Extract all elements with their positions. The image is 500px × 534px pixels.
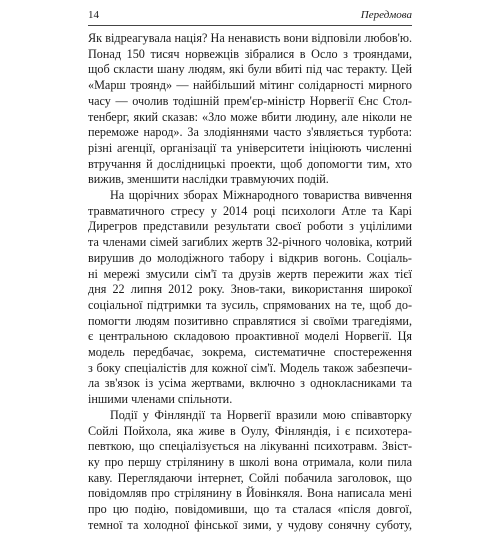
text-line: ні мережі змусили сім'ї та друзів жертв пережити жах тієї bbox=[88, 266, 412, 281]
text-line: «Марш троянд» — найбільший мітинг солідарності мирного bbox=[88, 78, 412, 93]
page-number: 14 bbox=[88, 9, 99, 21]
text-line: вирушив до молодіжного табору і відкрив вогонь. Соціаль- bbox=[88, 250, 412, 265]
text-line: з боку спеціалістів для кожної сім'ї. Модель також забезпечи- bbox=[88, 360, 412, 375]
paragraph-2 bbox=[88, 188, 412, 408]
text-line: каву. Переглядаючи інтернет, Сойлі побачила заголовок, що bbox=[88, 470, 412, 485]
text-line: та членами сімей загиблих жертв 32-річного чоловіка, котрий bbox=[88, 235, 412, 250]
text-line: певткою, що спеціалізується на лікуванні психотравм. Звіст- bbox=[88, 439, 412, 454]
text-line: щоб скласти шану людям, які були вбиті під час теракту. Цей bbox=[88, 62, 412, 77]
text-line: Сойлі Пойхола, яка живе в Оулу, Фінляндія, і є психотера- bbox=[88, 423, 412, 438]
text-line: Як відреагувала нація? На ненависть вони відповіли любов'ю. bbox=[88, 31, 412, 45]
text-line: Дирегров представили результати своєї роботи з уцілілими bbox=[88, 219, 412, 234]
text-line: переможе народ». За злодіяннями часто з'являється турбота: bbox=[88, 125, 412, 140]
text-line: повідомляв про стрілянину в Йовінкяля. Вона написала мені bbox=[88, 486, 412, 501]
text-line: ку про першу стрілянину в школі вона отримала, коли пила bbox=[88, 454, 412, 469]
paragraph-3 bbox=[88, 408, 412, 534]
text-line: часу — очолив тодішній прем'єр-міністр Норвегії Єнс Стол- bbox=[88, 93, 412, 108]
text-line: Події у Фінляндії та Норвегії вразили мою співавторку bbox=[110, 407, 412, 422]
text-line: На щорічних зборах Міжнародного товариства вивчення bbox=[110, 188, 412, 203]
text-line: вижив, зменшити наслідки травмуючих подій. bbox=[88, 172, 329, 187]
text-line: помогти людям позитивно справлятися зі своїми трагедіями, bbox=[88, 313, 412, 328]
text-line: соціальної підтримки та зусиль, спрямованих на те, щоб до- bbox=[88, 297, 412, 312]
text-line: ла зв'язок із усіма жертвами, включно з однокласниками та bbox=[88, 376, 412, 391]
text-line: є центральною складовою проактивної моделі Норвегії. Ця bbox=[88, 329, 412, 344]
section-title: Передмова bbox=[360, 9, 412, 21]
text-line: про цю подію, повідомивши, що та сталася «після довгої, bbox=[88, 502, 412, 517]
text-line: тенберг, який сказав: «Зло може вбити людину, але ніколи не bbox=[88, 109, 412, 124]
text-line: дня 22 липня 2012 року. Знов-таки, використання широкої bbox=[88, 282, 412, 297]
running-head bbox=[88, 6, 412, 24]
text-line: іншими членами спільноти. bbox=[88, 392, 233, 407]
text-line: Понад 150 тисяч норвежців зібралися в Осло з трояндами, bbox=[88, 46, 412, 61]
text-line: темної та холодної фінської зими, у чудову сонячну суботу, bbox=[88, 517, 412, 532]
text-line: різні агенції, організації та університети ініціюють численні bbox=[88, 140, 412, 155]
body-text bbox=[88, 31, 412, 534]
text-line: модель передбачає, зокрема, систематичне спостереження bbox=[88, 345, 412, 360]
paragraph-1 bbox=[88, 31, 412, 188]
text-line: втручання й дослідницькі проекти, щоб допомогти тим, хто bbox=[88, 156, 412, 171]
text-line: травматичного стресу у 2014 році психологи Атле та Карі bbox=[88, 203, 412, 218]
header-rule bbox=[88, 25, 412, 26]
